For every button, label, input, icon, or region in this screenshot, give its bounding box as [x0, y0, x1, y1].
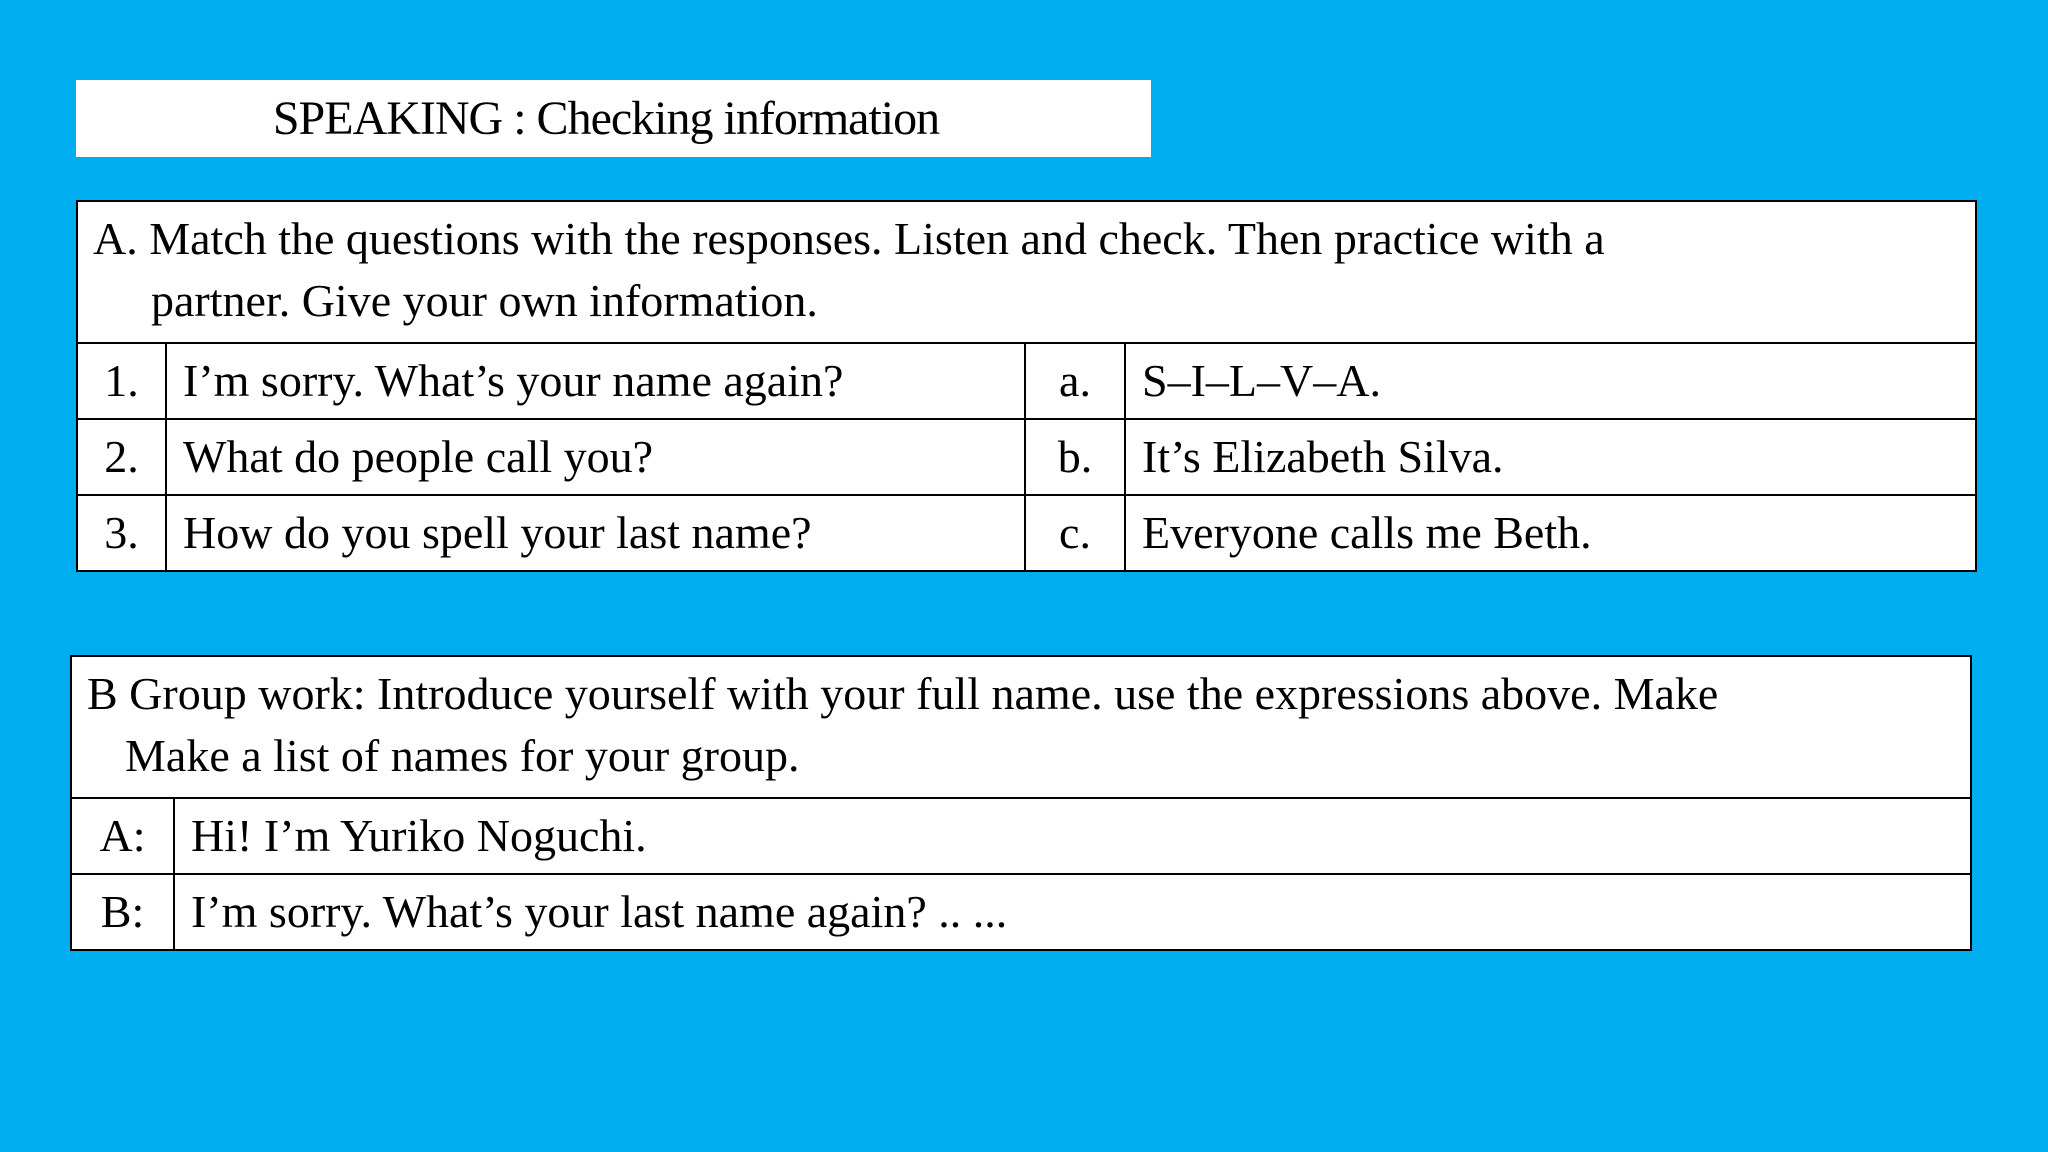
question-text: How do you spell your last name? — [166, 495, 1025, 571]
response-text: It’s Elizabeth Silva. — [1125, 419, 1976, 495]
response-letter: a. — [1025, 343, 1125, 419]
matching-table — [76, 200, 1977, 572]
title-box — [76, 80, 1151, 157]
table-row — [77, 419, 1976, 495]
instruction-row — [77, 201, 1976, 343]
response-letter: b. — [1025, 419, 1125, 495]
table-row — [77, 343, 1976, 419]
section-a-instruction — [77, 201, 1976, 343]
response-letter: c. — [1025, 495, 1125, 571]
question-text: What do people call you? — [166, 419, 1025, 495]
instruction-row — [71, 656, 1971, 798]
dialogue-line: Hi! I’m Yuriko Noguchi. — [174, 798, 1971, 874]
dialogue-line: I’m sorry. What’s your last name again? .. ... — [174, 874, 1971, 950]
table-row — [77, 495, 1976, 571]
group-work-table — [70, 655, 1972, 951]
section-a-instruction-line2: partner. Give your own information. — [151, 275, 818, 326]
section-b-instruction — [71, 656, 1971, 798]
table-row — [71, 874, 1971, 950]
question-number: 1. — [77, 343, 166, 419]
question-text: I’m sorry. What’s your name again? — [166, 343, 1025, 419]
question-number: 3. — [77, 495, 166, 571]
response-text: S–I–L–V–A. — [1125, 343, 1976, 419]
response-text: Everyone calls me Beth. — [1125, 495, 1976, 571]
speaker-label: B: — [71, 874, 174, 950]
section-b-instruction-line1: B Group work: Introduce yourself with your full name. use the expressions above. Make — [87, 668, 1719, 719]
question-number: 2. — [77, 419, 166, 495]
section-a-instruction-line1: A. Match the questions with the responses. Listen and check. Then practice with a — [93, 213, 1605, 264]
speaker-label: A: — [71, 798, 174, 874]
section-b-instruction-line2: Make a list of names for your group. — [125, 730, 800, 781]
table-row — [71, 798, 1971, 874]
page-title: SPEAKING : Checking information — [272, 92, 940, 145]
